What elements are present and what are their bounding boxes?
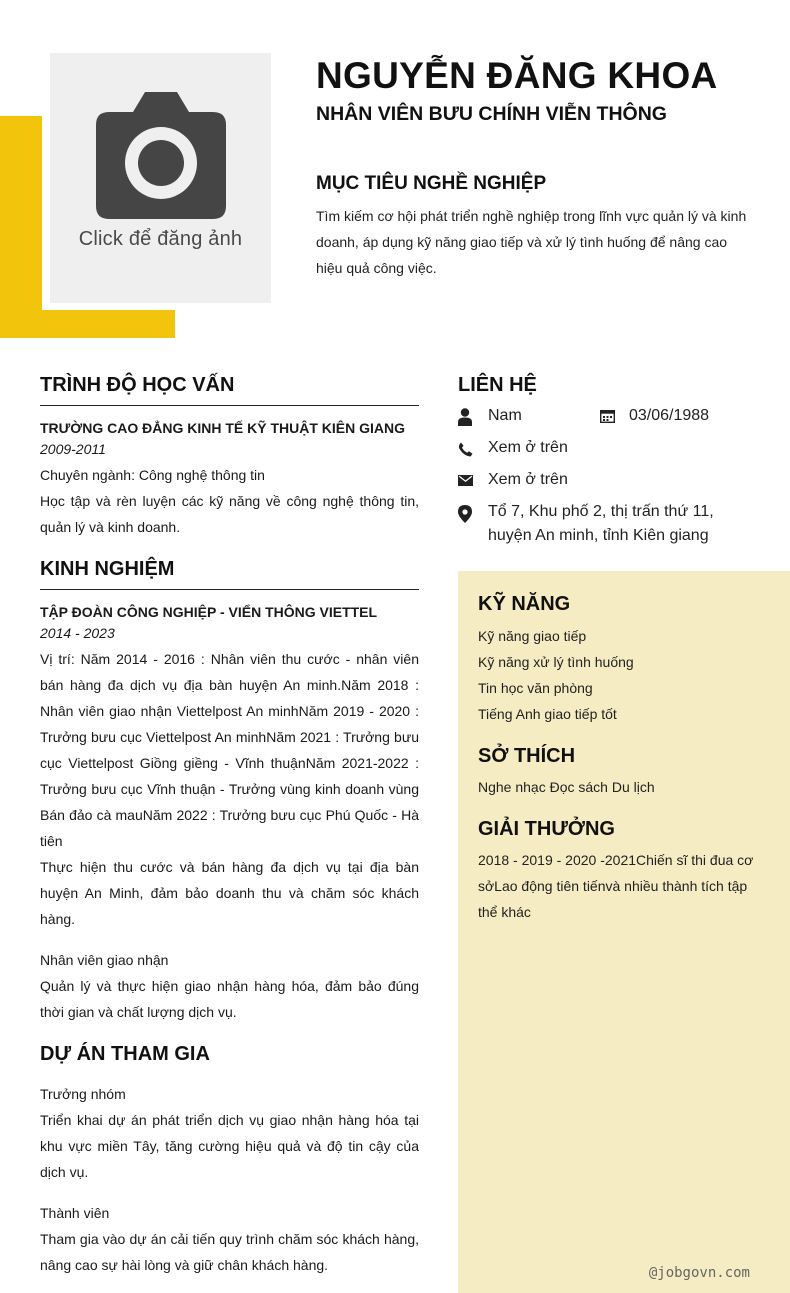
experience-period: 2014 - 2023 [40, 625, 115, 641]
skill-item: Kỹ năng giao tiếp [478, 628, 587, 644]
experience-positions: Vị trí: Năm 2014 - 2016 : Nhân viên thu cước - nhân viên bán hàng đa dịch vụ địa bàn huyện An minh.Năm 2018 : Nhân viên giao nhận Viettelpost An minhNăm 2019 - 2020 : Trưởng bưu cục Viettelpost An minhNăm 2021 : Trưởng bưu cục Viettelpost Giồng giềng - Vĩnh thuậnNăm 2021-2022 : Trưởng bưu cục Vĩnh thuận - Trưởng vùng kinh doanh vùng Bán đảo cà mauNăm 2022 : Trưởng bưu cục Phú Quốc - Hà tiên [40, 651, 419, 849]
hobbies-title: SỞ THÍCH [478, 745, 576, 767]
photo-upload[interactable] [50, 53, 271, 303]
contact-address: Tổ 7, Khu phố 2, thị trấn thứ 11, huyện An minh, tỉnh Kiên giang [488, 503, 714, 544]
right-panel [458, 571, 790, 1293]
skills-title: KỸ NĂNG [478, 593, 571, 615]
hobbies-text: Nghe nhạc Đọc sách Du lịch [478, 779, 655, 795]
phone-icon [458, 442, 473, 457]
accent-bar-horizontal [0, 310, 175, 338]
projects-title: DỰ ÁN THAM GIA [40, 1043, 210, 1065]
job-title: NHÂN VIÊN BƯU CHÍNH VIỄN THÔNG [316, 103, 667, 125]
watermark: @jobgovn.com [648, 1265, 750, 1281]
contact-title: LIÊN HỆ [458, 374, 537, 396]
school-name: TRƯỜNG CAO ĐẲNG KINH TẾ KỸ THUẬT KIÊN GIANG [40, 420, 405, 436]
project-role: Thành viên [40, 1205, 110, 1221]
awards-title: GIẢI THƯỞNG [478, 818, 615, 840]
experience-title: KINH NGHIỆM [40, 558, 419, 590]
objective-text: Tìm kiếm cơ hội phát triển nghề nghiệp trong lĩnh vực quản lý và kinh doanh, áp dụng kỹ năng giao tiếp và xử lý tình huống để nâng cao hiệu quả công việc. [316, 208, 747, 276]
contact-gender: Nam [488, 407, 522, 424]
skill-item: Tin học văn phòng [478, 680, 593, 696]
left-column [40, 374, 419, 1278]
education-description: Học tập và rèn luyện các kỹ năng về công nghệ thông tin, quản lý và kinh doanh. [40, 493, 419, 535]
company-name: TẬP ĐOÀN CÔNG NGHIỆP - VIỂN THÔNG VIETTEL [40, 604, 378, 620]
location-pin-icon [458, 505, 472, 523]
project-description: Tham gia vào dự án cải tiến quy trình chăm sóc khách hàng, nâng cao sự hài lòng và giữ chân khách hàng. [40, 1231, 419, 1273]
experience-role: Nhân viên giao nhận [40, 952, 169, 968]
camera-icon [95, 90, 227, 220]
objective-title: MỤC TIÊU NGHỀ NGHIỆP [316, 173, 547, 194]
education-period: 2009-2011 [40, 441, 106, 457]
experience-description: Thực hiện thu cước và bán hàng đa dịch vụ tại địa bàn huyện An Minh, đảm bảo doanh thu và chăm sóc khách hàng. [40, 859, 419, 927]
education-title: TRÌNH ĐỘ HỌC VẤN [40, 374, 419, 406]
mail-icon [458, 475, 473, 486]
contact-birthday: 03/06/1988 [629, 407, 710, 424]
calendar-icon [600, 409, 615, 423]
skills-list [478, 623, 770, 727]
person-icon [458, 408, 472, 426]
project-description: Triển khai dự án phát triển dịch vụ giao nhận hàng hóa tại khu vực miền Tây, tăng cường hiệu quả và độ tin cậy của dịch vụ. [40, 1112, 419, 1180]
contact-phone: Xem ở trên [488, 439, 568, 456]
project-role: Trưởng nhóm [40, 1086, 126, 1102]
awards-text: 2018 - 2019 - 2020 -2021Chiến sĩ thi đua cơ sởLao động tiên tiếnvà nhiều thành tích tập thể khác [478, 852, 754, 920]
contact-email: Xem ở trên [488, 471, 568, 488]
experience-role-description: Quản lý và thực hiện giao nhận hàng hóa, đảm bảo đúng thời gian và chất lượng dịch vụ. [40, 978, 419, 1020]
photo-caption: Click để đăng ảnh [78, 228, 243, 250]
candidate-name: NGUYỄN ĐĂNG KHOA [316, 55, 718, 96]
accent-bar-vertical [0, 116, 42, 338]
skill-item: Tiếng Anh giao tiếp tốt [478, 706, 617, 722]
skill-item: Kỹ năng xử lý tình huống [478, 654, 634, 670]
education-major: Chuyên ngành: Công nghệ thông tin [40, 467, 265, 483]
